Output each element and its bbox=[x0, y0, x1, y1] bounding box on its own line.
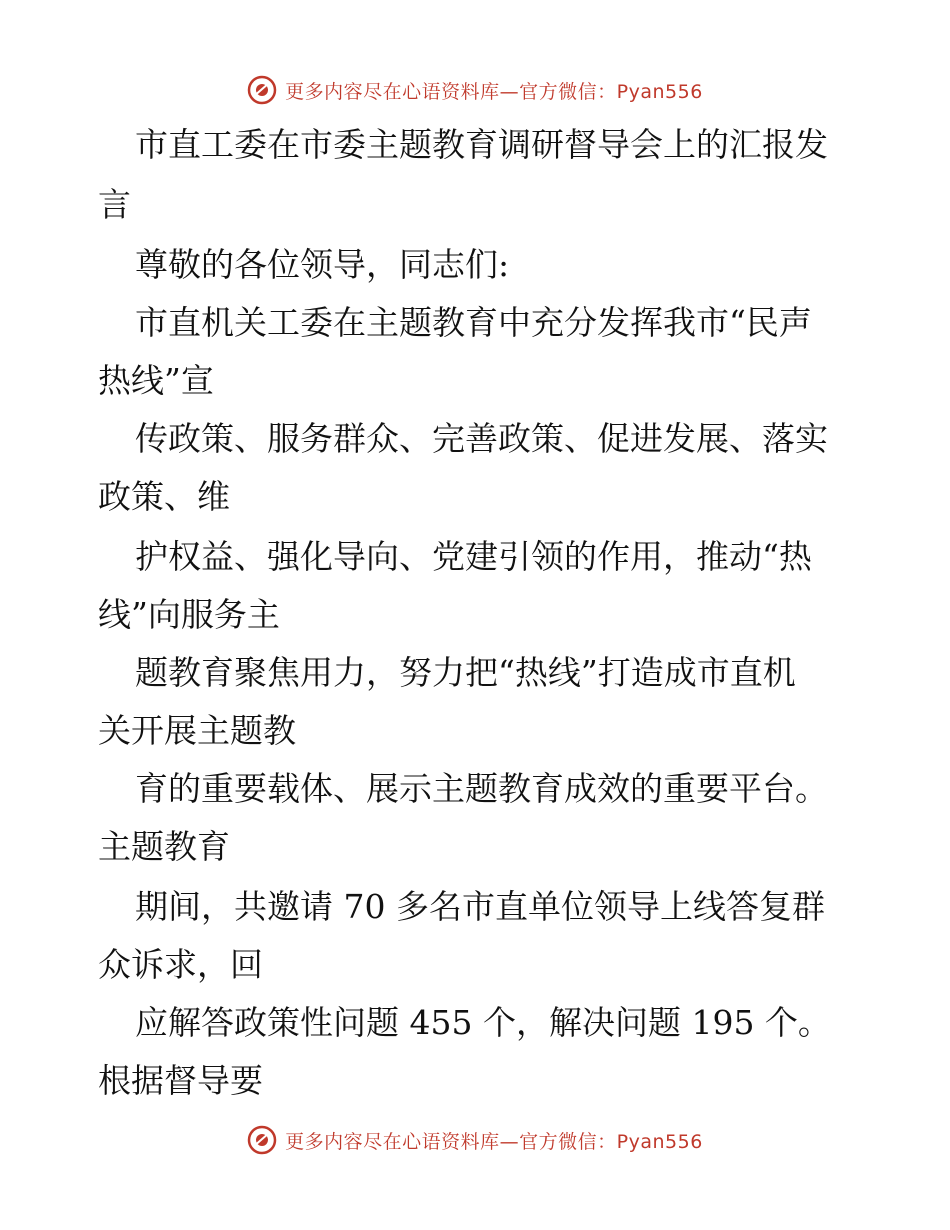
doc-line: 尊敬的各位领导，同志们: bbox=[135, 245, 510, 284]
doc-line: 市直工委在市委主题教育调研督导会上的汇报发 bbox=[135, 125, 828, 164]
doc-line: 期间，共邀请 70 多名市直单位领导上线答复群 bbox=[135, 887, 825, 926]
doc-line: 题教育聚焦用力，努力把“热线”打造成市直机 bbox=[135, 653, 796, 692]
doc-line: 应解答政策性问题 455 个，解决问题 195 个。 bbox=[135, 1003, 831, 1042]
doc-line: 主题教育 bbox=[98, 827, 230, 866]
header-banner-text: 更多内容尽在心语资料库—官方微信：Pyan556 bbox=[285, 80, 703, 103]
doc-line: 言 bbox=[98, 185, 131, 224]
red-seal-logo-icon bbox=[247, 1125, 277, 1155]
doc-line: 政策、维 bbox=[98, 477, 230, 516]
doc-line: 线”向服务主 bbox=[98, 595, 280, 634]
footer-banner bbox=[0, 1120, 950, 1160]
doc-line: 育的重要载体、展示主题教育成效的重要平台。 bbox=[135, 769, 828, 808]
doc-line: 市直机关工委在主题教育中充分发挥我市“民声 bbox=[135, 303, 812, 342]
header-banner bbox=[0, 70, 950, 110]
doc-line: 热线”宣 bbox=[98, 361, 214, 400]
doc-line: 传政策、服务群众、完善政策、促进发展、落实 bbox=[135, 419, 828, 458]
footer-banner-text: 更多内容尽在心语资料库—官方微信：Pyan556 bbox=[285, 1130, 703, 1153]
doc-line: 众诉求，回 bbox=[98, 945, 263, 984]
doc-line: 关开展主题教 bbox=[98, 711, 296, 750]
red-seal-logo-icon bbox=[247, 75, 277, 105]
doc-line: 护权益、强化导向、党建引领的作用，推动“热 bbox=[135, 537, 812, 576]
doc-line: 根据督导要 bbox=[98, 1061, 263, 1100]
